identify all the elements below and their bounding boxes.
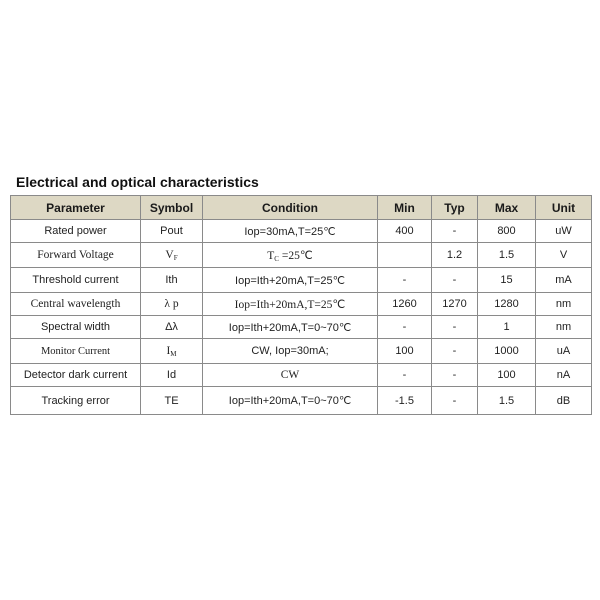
header-unit: Unit (536, 196, 592, 220)
header-parameter: Parameter (11, 196, 141, 220)
cell-condition: Iop=Ith+20mA,T=25℃ (203, 293, 378, 316)
header-min: Min (378, 196, 432, 220)
table-row (11, 220, 592, 243)
cell-typ: - (432, 316, 478, 339)
cell-symbol (141, 339, 203, 364)
cell-symbol: Id (141, 364, 203, 387)
cell-parameter: Monitor Current (11, 339, 141, 364)
cell-max: 100 (478, 364, 536, 387)
cell-min (378, 243, 432, 268)
condition-rest: =25℃ (278, 249, 313, 262)
cell-max: 1280 (478, 293, 536, 316)
cell-typ: 1.2 (432, 243, 478, 268)
section-title: Electrical and optical characteristics (16, 174, 259, 190)
cell-symbol (141, 243, 203, 268)
header-symbol: Symbol (141, 196, 203, 220)
cell-min: 400 (378, 220, 432, 243)
cell-max: 800 (478, 220, 536, 243)
cell-typ: - (432, 364, 478, 387)
cell-unit: uW (536, 220, 592, 243)
cell-typ: - (432, 268, 478, 293)
symbol-subscript: F (173, 253, 178, 262)
characteristics-table (10, 195, 592, 415)
cell-max: 1.5 (478, 387, 536, 415)
condition-base: T (267, 249, 275, 262)
cell-condition: Iop=Ith+20mA,T=25℃ (203, 268, 378, 293)
cell-min: - (378, 364, 432, 387)
cell-min: 100 (378, 339, 432, 364)
cell-unit: uA (536, 339, 592, 364)
cell-max: 1 (478, 316, 536, 339)
table-header-row (11, 196, 592, 220)
cell-min: -1.5 (378, 387, 432, 415)
cell-unit: dB (536, 387, 592, 415)
cell-max: 1.5 (478, 243, 536, 268)
cell-unit: V (536, 243, 592, 268)
table-row (11, 293, 592, 316)
symbol-base: I (166, 344, 171, 357)
cell-parameter: Rated power (11, 220, 141, 243)
cell-max: 15 (478, 268, 536, 293)
header-typ: Typ (432, 196, 478, 220)
cell-symbol: λ p (141, 293, 203, 316)
cell-parameter: Detector dark current (11, 364, 141, 387)
cell-typ: - (432, 387, 478, 415)
cell-min: 1260 (378, 293, 432, 316)
cell-typ: - (432, 220, 478, 243)
cell-symbol: Ith (141, 268, 203, 293)
cell-min: - (378, 316, 432, 339)
cell-parameter: Tracking error (11, 387, 141, 415)
table-row (11, 339, 592, 364)
cell-condition (203, 243, 378, 268)
cell-condition: CW, Iop=30mA; (203, 339, 378, 364)
symbol-subscript: M (170, 349, 177, 358)
cell-unit: nA (536, 364, 592, 387)
table-row (11, 243, 592, 268)
cell-unit: nm (536, 293, 592, 316)
table-row (11, 364, 592, 387)
table-row (11, 387, 592, 415)
cell-parameter: Forward Voltage (11, 243, 141, 268)
cell-condition: Iop=30mA,T=25℃ (203, 220, 378, 243)
symbol-base: V (165, 248, 174, 261)
cell-parameter: Spectral width (11, 316, 141, 339)
cell-condition: Iop=Ith+20mA,T=0~70℃ (203, 387, 378, 415)
table-row (11, 268, 592, 293)
cell-condition: CW (203, 364, 378, 387)
cell-max: 1000 (478, 339, 536, 364)
cell-condition: Iop=Ith+20mA,T=0~70℃ (203, 316, 378, 339)
cell-typ: - (432, 339, 478, 364)
cell-typ: 1270 (432, 293, 478, 316)
condition-subscript: C (274, 254, 279, 263)
cell-unit: mA (536, 268, 592, 293)
cell-parameter: Central wavelength (11, 293, 141, 316)
cell-min: - (378, 268, 432, 293)
table-row (11, 316, 592, 339)
cell-unit: nm (536, 316, 592, 339)
cell-symbol: TE (141, 387, 203, 415)
header-condition: Condition (203, 196, 378, 220)
header-max: Max (478, 196, 536, 220)
cell-parameter: Threshold current (11, 268, 141, 293)
cell-symbol: Pout (141, 220, 203, 243)
cell-symbol: Δλ (141, 316, 203, 339)
